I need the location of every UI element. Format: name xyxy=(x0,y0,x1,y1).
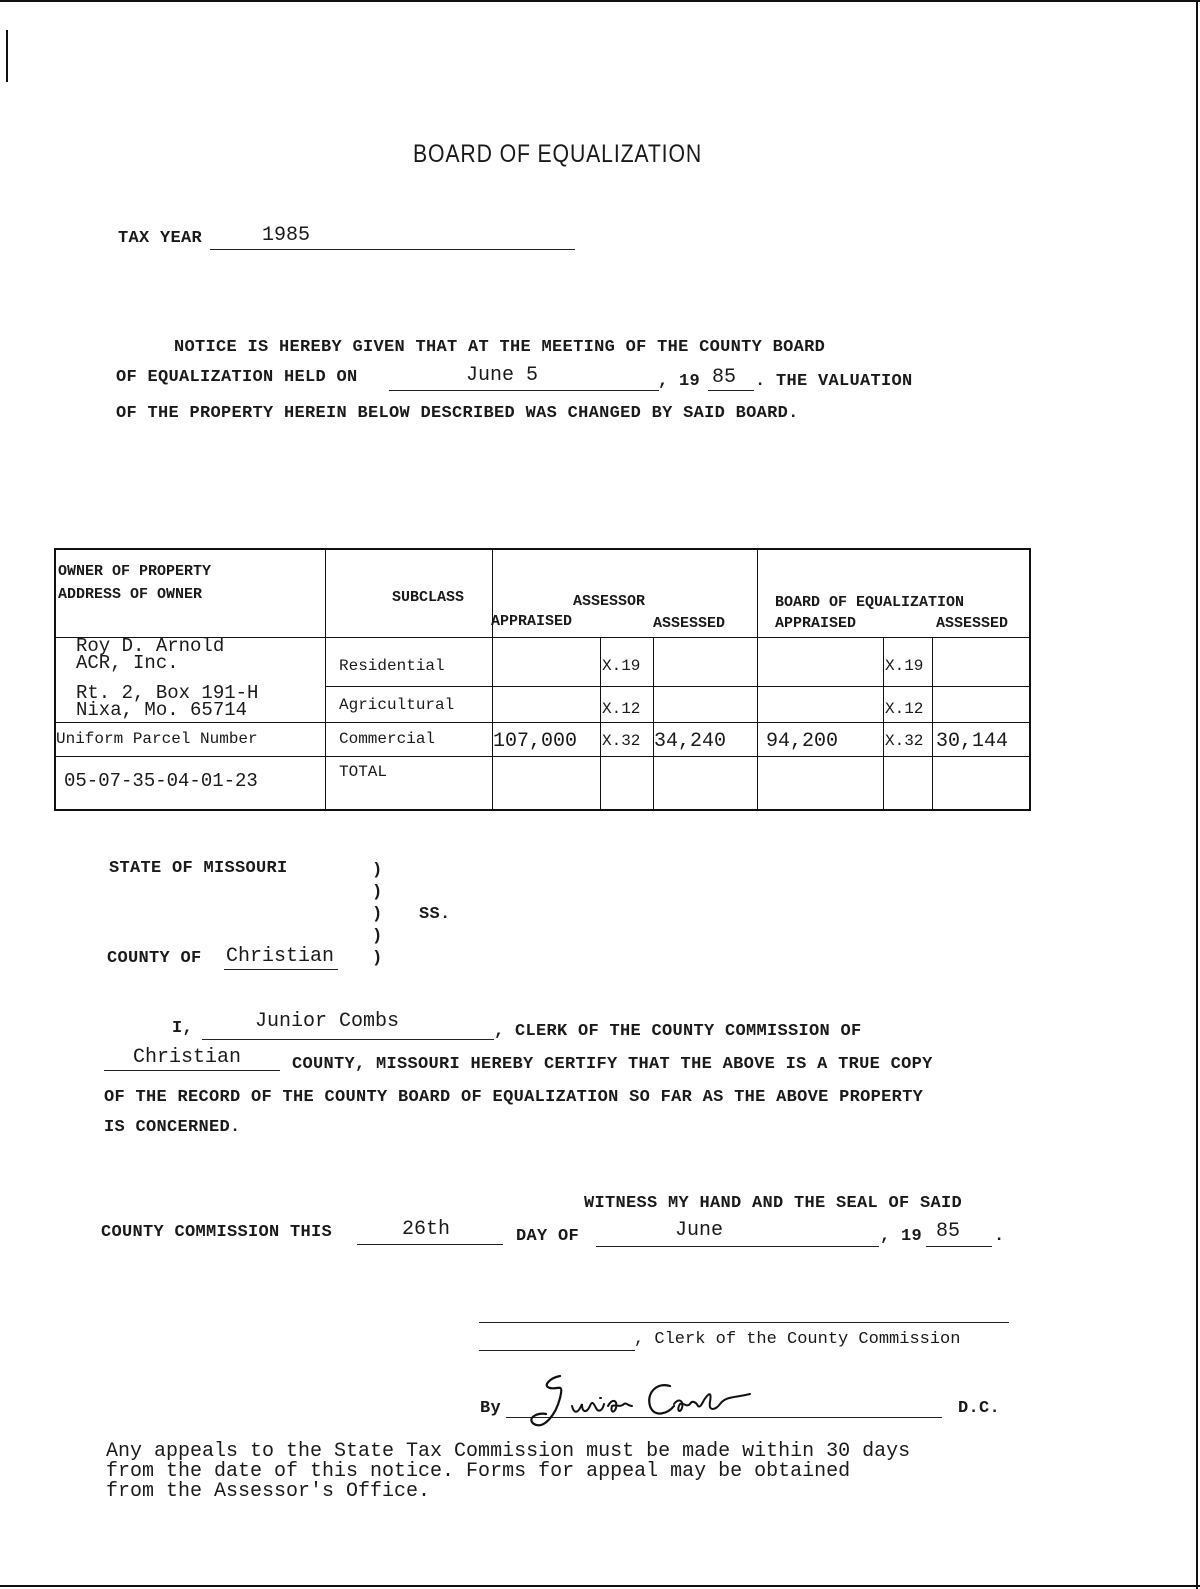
header-board-assessed: ASSESSED xyxy=(936,615,1009,632)
row-divider-1 xyxy=(325,686,1029,687)
venue-paren-5: ) xyxy=(372,949,383,968)
venue-paren-2: ) xyxy=(372,883,383,902)
witness-year-suffix: 85 xyxy=(936,1220,961,1243)
signature-line-top xyxy=(479,1322,1009,1323)
row-commercial-board-assessed: 30,144 xyxy=(936,730,1009,753)
witness-year-prefix: , 19 xyxy=(880,1227,923,1246)
witness-year-underline xyxy=(926,1246,992,1247)
witness-day-of: DAY OF xyxy=(516,1227,580,1246)
footer-line-2: from the date of this notice. Forms for appeal may be obtained xyxy=(106,1460,851,1483)
witness-month-underline xyxy=(596,1246,879,1247)
owner-address-1: Rt. 2, Box 191-H xyxy=(76,682,259,704)
venue-county-underline xyxy=(224,969,338,970)
header-assessor-assessed: ASSESSED xyxy=(653,615,726,632)
tax-year-value: 1985 xyxy=(262,224,311,247)
cert-line-2-suffix: COUNTY, MISSOURI HEREBY CERTIFY THAT THE ABOVE IS A TRUE COPY xyxy=(292,1055,933,1074)
venue-ss: SS. xyxy=(419,905,451,924)
notice-line-2-suffix: . THE VALUATION xyxy=(755,372,913,391)
row-commercial-subclass: Commercial xyxy=(339,730,436,748)
owner-address-2: Nixa, Mo. 65714 xyxy=(76,699,248,721)
col-divider-board xyxy=(757,550,758,809)
witness-month-value: June xyxy=(675,1219,724,1242)
col-divider-subclass xyxy=(492,550,493,809)
handwritten-signature xyxy=(520,1368,780,1438)
clerk-title: , Clerk of the County Commission xyxy=(634,1330,961,1349)
header-assessor: ASSESSOR xyxy=(573,593,646,610)
document-title: BOARD OF EQUALIZATION xyxy=(413,140,703,168)
by-label: By xyxy=(480,1399,502,1418)
dc-label: D.C. xyxy=(958,1399,1001,1418)
signature-line-clerk xyxy=(479,1350,635,1351)
page-edge-top xyxy=(0,0,1200,2)
header-subclass: SUBCLASS xyxy=(392,589,465,606)
witness-line-1: WITNESS MY HAND AND THE SEAL OF SAID xyxy=(584,1194,963,1213)
owner-name: Roy D. Arnold xyxy=(76,635,225,657)
witness-day-value: 26th xyxy=(402,1218,451,1241)
witness-end: . xyxy=(994,1227,1005,1246)
header-owner-line2: ADDRESS OF OWNER xyxy=(58,586,203,603)
meeting-date-underline xyxy=(389,390,659,391)
meeting-date-value: June 5 xyxy=(466,364,539,387)
row-commercial-assessor-rate: X.32 xyxy=(602,732,641,750)
cert-clerk-name: Junior Combs xyxy=(255,1010,400,1033)
row-residential-board-rate: X.19 xyxy=(885,657,924,675)
cert-clerk-underline xyxy=(202,1039,494,1040)
witness-prefix: COUNTY COMMISSION THIS xyxy=(101,1223,333,1242)
row-residential-assessor-rate: X.19 xyxy=(602,657,641,675)
row-commercial-assessor-appraised: 107,000 xyxy=(493,730,578,753)
page-edge-left-mark xyxy=(6,30,8,82)
row-agricultural-board-rate: X.12 xyxy=(885,700,924,718)
row-commercial-board-appraised: 94,200 xyxy=(766,730,839,753)
row-total-label: TOTAL xyxy=(339,763,388,781)
venue-paren-1: ) xyxy=(372,861,383,880)
col-divider-board-rate xyxy=(883,638,884,809)
col-divider-assessor-assessed xyxy=(653,638,654,809)
row-commercial-board-rate: X.32 xyxy=(885,732,924,750)
row-commercial-assessor-assessed: 34,240 xyxy=(654,730,727,753)
venue-county-label: COUNTY OF xyxy=(107,949,202,968)
notice-year-underline xyxy=(708,390,754,391)
header-board-appraised: APPRAISED xyxy=(775,615,857,632)
header-board: BOARD OF EQUALIZATION xyxy=(775,594,965,611)
cert-line-3: OF THE RECORD OF THE COUNTY BOARD OF EQUALIZATION SO FAR AS THE ABOVE PROPERTY xyxy=(104,1088,924,1107)
parcel-number-label: Uniform Parcel Number xyxy=(56,730,258,748)
cert-line-4: IS CONCERNED. xyxy=(104,1118,241,1137)
row-agricultural-subclass: Agricultural xyxy=(339,696,455,714)
row-residential-subclass: Residential xyxy=(339,657,445,675)
tax-year-underline xyxy=(210,249,575,250)
header-owner-line1: OWNER OF PROPERTY xyxy=(58,563,212,580)
notice-line-2-prefix: OF EQUALIZATION HELD ON xyxy=(116,368,358,387)
col-divider-owner xyxy=(325,550,326,809)
page-edge-bottom xyxy=(0,1585,1200,1587)
notice-line-1: NOTICE IS HEREBY GIVEN THAT AT THE MEETING OF THE COUNTY BOARD xyxy=(174,338,826,357)
notice-line-3: OF THE PROPERTY HEREIN BELOW DESCRIBED WAS CHANGED BY SAID BOARD. xyxy=(116,404,799,423)
row-agricultural-assessor-rate: X.12 xyxy=(602,700,641,718)
notice-year-suffix: 85 xyxy=(712,366,737,389)
cert-county-value: Christian xyxy=(133,1046,242,1069)
footer-line-1: Any appeals to the State Tax Commission must be made within 30 days xyxy=(106,1440,911,1463)
row-divider-3 xyxy=(56,756,1029,757)
footer-line-3: from the Assessor's Office. xyxy=(106,1480,431,1503)
venue-county-value: Christian xyxy=(226,945,335,968)
cert-line-1-suffix: , CLERK OF THE COUNTY COMMISSION OF xyxy=(494,1022,862,1041)
col-divider-board-assessed xyxy=(932,638,933,809)
valuation-table xyxy=(54,548,1031,811)
witness-day-underline xyxy=(357,1244,503,1245)
header-assessor-appraised: APPRAISED xyxy=(491,613,573,630)
notice-year-prefix: , 19 xyxy=(658,372,701,391)
tax-year-label: TAX YEAR xyxy=(118,229,203,248)
page-edge-right xyxy=(1196,0,1198,1589)
cert-i-label: I, xyxy=(172,1019,194,1038)
venue-paren-4: ) xyxy=(372,927,383,946)
col-divider-assessor-rate xyxy=(600,638,601,809)
venue-state: STATE OF MISSOURI xyxy=(109,859,288,878)
owner-company: ACR, Inc. xyxy=(76,652,179,674)
cert-county-underline xyxy=(104,1070,280,1071)
parcel-number-value: 05-07-35-04-01-23 xyxy=(64,770,258,792)
venue-paren-3: ) xyxy=(372,905,383,924)
row-divider-2 xyxy=(56,722,1029,723)
